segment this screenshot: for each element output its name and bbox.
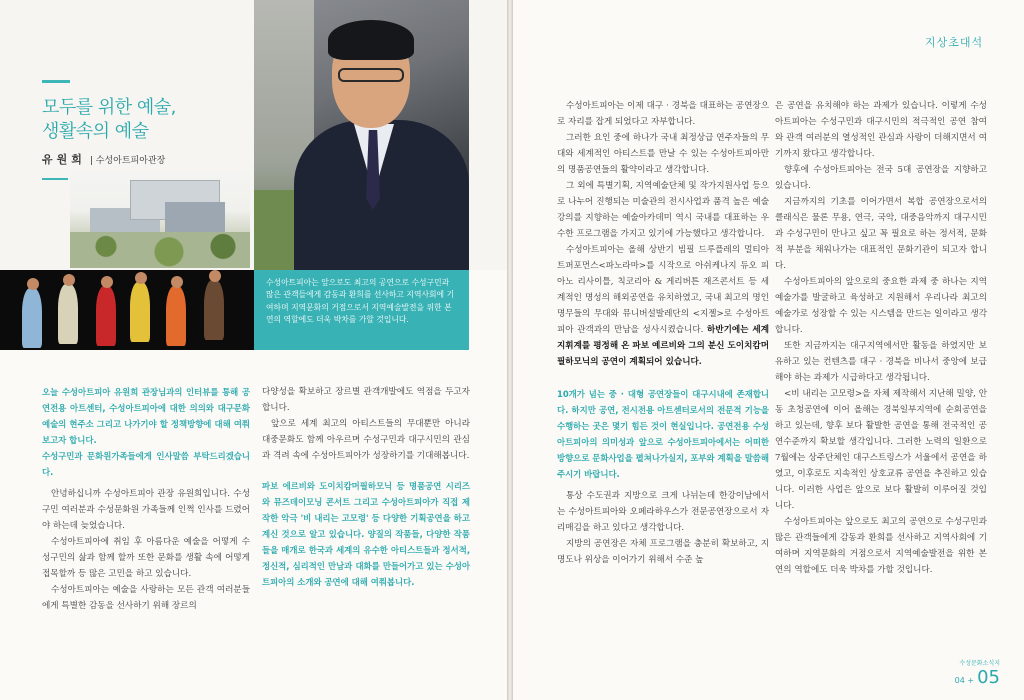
byline	[42, 151, 165, 167]
title-accent-line	[42, 80, 70, 83]
left-column-1	[42, 384, 250, 614]
dancers-photo	[0, 270, 254, 350]
paragraph: 수성아트피아의 앞으로의 중요한 과제 중 하나는 지역예술가를 발굴하고 육성하고 지원해서 우리나라 최고의 예술가로 성장할 수 있는 시스템을 만드는 일이라고 생각합니다.	[775, 277, 987, 335]
paragraph: 수성아트피아에 취임 후 아름다운 예술을 어떻게 수성구민의 삶과 함께 할까 또한 문화를 생활 속에 어떻게 접목할까 등 많은 고민을 하고 있습니다.	[42, 537, 250, 579]
title-line-2: 생활속의 예술	[42, 121, 149, 142]
right-page	[513, 0, 1024, 700]
paragraph: 수성아트피아는 올해 상반기 빔필 드루플레의 멀티아트퍼포먼스<파노라마>를 시작으로 아쉬케나지 듀오 피아노 리사이틀, 칙코리아 & 게리버튼 재즈콘서트 등 세계적인 명성의 해외공연을 유치하였고, 국내 최고의 명인명무들의 무대와 뮤니버설발레단의 <지젤>로 수성아트피아 관객과의 만남을 성사시켰습니다. 하반기에는 세계지휘계를 평정해 온 파보 예르비와 그의 분신 도이치캄머필하모닉의 공연이 계획되어 있습니다.	[557, 245, 769, 367]
interview-question: 파보 에르비와 도이치캄머필하모닉 등 명품공연 시리즈와 뮤즈데이모닝 콘서트 그리고 수성아트피아가 직접 제작한 악극 '비 내리는 고모령' 등 다양한 기획공연을 하고 계신 것으로 알고 있습니다. 양질의 작품들, 다양한 작품들을 매개로 한국과 세계의 유수한 아티스트들과 정서적, 정신적, 심리적인 만남과 대화를 만들어가고 있는 수성아트피아의 소개와 공연에 대해 여쭤봅니다.	[262, 481, 470, 587]
photo-caption: 수성아트피아는 앞으로도 최고의 공연으로 수성구민과 많은 관객들에게 감동과 환희를 선사하고 지역사회에 기여하며 지역문화의 거점으로서 지역예술발전을 위한 본연의 역할에도 더욱 박차를 가할 것입니다.	[254, 270, 469, 350]
paragraph: 또한 지금까지는 대구지역에서만 활동을 하였지만 보유하고 있는 컨텐츠를 대구 · 경북을 비나서 중앙에 보급해야 하는 과제가 시급하다고 생각됩니다.	[775, 341, 987, 383]
left-column-2	[262, 384, 470, 590]
page-number: 04 + 05	[954, 667, 1000, 688]
paragraph: 지방의 공연장은 자체 프로그램을 충분히 확보하고, 지명도나 위상을 이어가기 위해서 수준 높	[557, 539, 769, 565]
paragraph: 안녕하십니까 수성아트피아 관장 유원희입니다. 수성구민 여러분과 수성문화원 가족들께 인쩍 인사를 드렸어야 하는데 늦었습니다.	[42, 489, 250, 531]
paragraph: 수성아트피아는 이제 대구 · 경북을 대표하는 공연장으로 자리를 잡게 되었다고 자부합니다.	[557, 101, 769, 127]
paragraph: 수성아트피아는 예술을 사랑하는 모든 관객 여러분들에게 특별한 감동을 선사하기 위해 장르의	[42, 585, 250, 611]
paragraph: 그 외에 특별기획, 지역예술단체 및 작가지원사업 등으로 나누어 진행되는 미술관의 전시사업과 품격 높은 예술강의를 지향하는 예술아카데미 역시 국내를 대표하는 우수한 프로그램을 가지고 있기에 가능했다고 생각합니다.	[557, 181, 769, 239]
paragraph: 향후에 수성아트피아는 전국 5대 공연장을 지향하고 있습니다.	[775, 165, 987, 191]
title-line-1: 모두를 위한 예술,	[42, 97, 176, 118]
paragraph: <비 내리는 고모령>을 자체 제작해서 지난해 밀양, 안동 초청공연에 이어 올해는 경북일부지역에 순회공연을 하고 있는데, 향후 보다 활발한 공연을 통해 전국적인 공연수준까지 확보할 생각입니다. 그러한 노력의 일환으로 7월에는 상주단체인 대구스트링스가 서울에서 공연을 하였고, 이후로도 지속적인 상호교류 공연을 추진하고 있습니다. 이러한 사업은 앞으로 보다 활발히 이루어질 것입니다.	[775, 389, 987, 511]
byline-accent-line	[42, 178, 68, 180]
right-column-2	[775, 98, 987, 578]
left-page	[0, 0, 507, 700]
magazine-name: 수성문화소식지	[959, 660, 1000, 667]
paragraph: 은 공연을 유치해야 하는 과제가 있습니다. 이렇게 수성아트피아는 수성구민과 대구시민의 적극적인 공연 참여와 관객 여러분의 열성적인 관심과 사랑이 더해지면서 여기까지 왔다고 생각합니다.	[775, 101, 987, 159]
author-name: 유원희	[42, 153, 86, 166]
interview-question: 10개가 넘는 중 · 대형 공연장들이 대구시내에 존재합니다. 하지만 공연, 전시전용 아트센터로서의 전문적 기능을 수행하는 곳은 몇기 힘든 것이 현실입니다. 공연전용 수성아트피아의 의미성과 앞으로 수성아트피아에서는 어떠한 방향으로 문화사업을 펼쳐나가실지, 포부와 계획을 말씀해 주시기 바랍니다.	[557, 389, 769, 479]
author-role: | 수성아트피아관장	[89, 156, 166, 166]
paragraph: 통상 수도권과 지방으로 크게 나뉘는데 한강이남에서는 수성아트피아와 오페라하우스가 전문공연장으로서 자리매김을 하고 있다고 생각합니다.	[557, 491, 769, 533]
paragraph: 그러한 요인 중에 하나가 국내 최정상급 연주자들의 무대와 세계적인 아티스트를 만날 수 있는 수성아트피아만의 명품공연들의 활약이라고 생각합니다.	[557, 133, 769, 175]
interview-lead: 오늘 수성아트피아 유원희 관장님과의 인터뷰를 통해 공연전용 아트센터, 수성아트피아에 대한 의의와 대구문화예술의 현주소 그리고 나가기야 할 정책방향에 대해 여쭤보고자 합니다. 수성구민과 문화원가족들에게 인사말씀 부탁드리겠습니다.	[42, 387, 250, 477]
highlighted-text: 하반기에는 세계지휘계를 평정해 온 파보 예르비와 그의 분신 도이치캄머필하모닉의 공연이 계획되어 있습니다.	[557, 325, 769, 367]
paragraph: 지금까지의 기초를 이어가면서 복합 공연장으로서의 클래식은 물론 무용, 연극, 국악, 대중음악까지 대구시민과 수성구민이 만나고 싶고 꼭 필요로 하는 정서적, 문화적 부분을 채워나가는 대표적인 문화기관이 되고자 합니다.	[775, 197, 987, 271]
page-footer	[955, 658, 1000, 688]
right-column-1	[557, 98, 769, 568]
paragraph: 앞으로 세계 최고의 아티스트들의 무대뿐만 아니라 대중문화도 함께 아우르며 수성구민과 대구시민의 관심과 격려 속에 수성아트피아가 성장하기를 기대해봅니다.	[262, 419, 470, 461]
article-title	[42, 96, 242, 144]
paragraph: 수성아트피아는 앞으로도 최고의 공연으로 수성구민과 많은 관객들에게 감동과 환희를 선사하고 지역사회에 기여하며 지역문화의 거점으로서 지역예술발전을 위한 본연의 역할에도 더욱 박차를 가할 것입니다.	[775, 517, 987, 575]
portrait-photo	[254, 0, 469, 270]
building-photo	[70, 172, 250, 268]
section-label: 지상초대석	[925, 36, 984, 49]
paragraph: 다양성을 확보하고 장르별 관객개발에도 역점을 두고자 합니다.	[262, 387, 470, 413]
